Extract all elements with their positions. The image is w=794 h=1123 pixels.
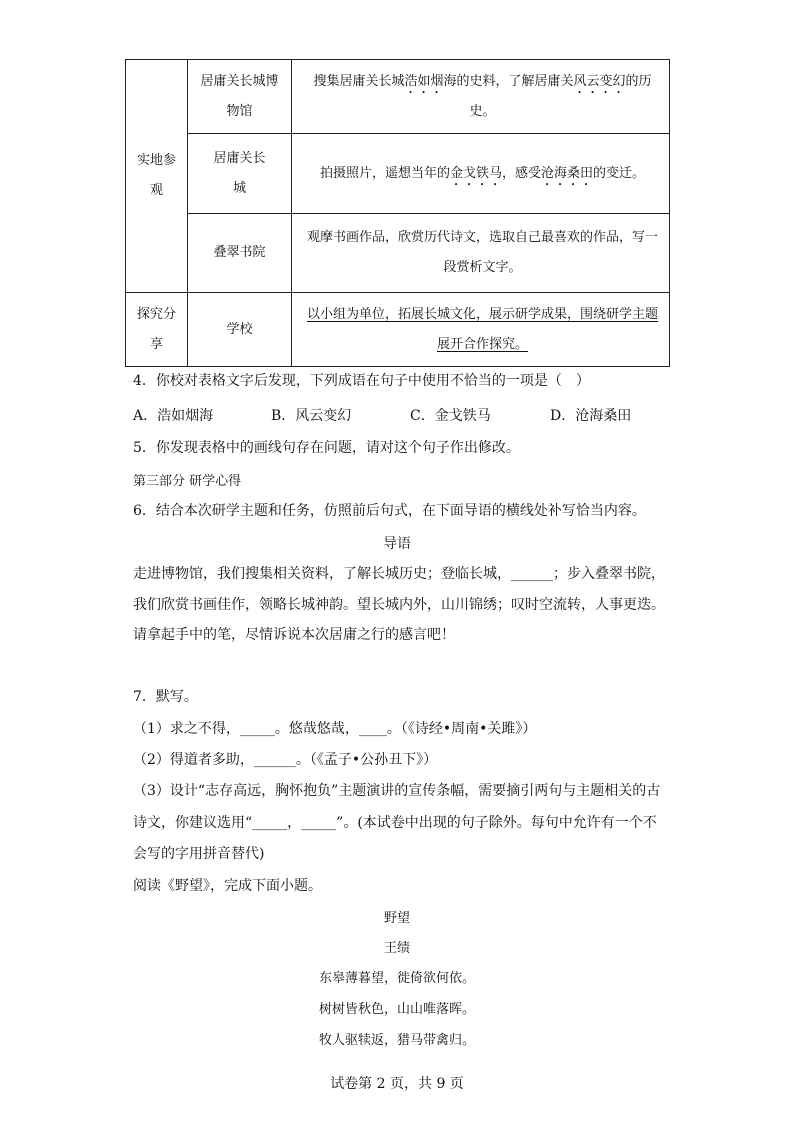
- q7-item-2: （2）得道者多助，______。（《孟子•公孙丑下》）: [133, 752, 438, 768]
- emphasized-idiom: 金戈铁马: [449, 165, 502, 181]
- task-cell: [292, 214, 670, 293]
- place-cell: 居庸关长城: [188, 134, 292, 214]
- q4-option-b: B．风云变幻: [271, 408, 352, 424]
- reading-prompt: 阅读《野望》，完成下面小题。: [133, 878, 322, 894]
- q4-stem: 4．你校对表格文字后发现，下列成语在句子中使用不恰当的一项是（ ）: [133, 373, 590, 389]
- poem-title: 野望: [383, 911, 410, 926]
- q5-stem: 5．你发现表格中的画线句存在问题，请对这个句子作出修改。: [133, 440, 520, 456]
- group-cell: 实地参观: [126, 60, 188, 293]
- table-row: [126, 60, 670, 134]
- table-row: [126, 293, 670, 367]
- q7-item-3: （3）设计“志存高远，胸怀抱负”主题演讲的宣传条幅，需要摘引两句与主题相关的古: [133, 783, 661, 799]
- research-plan-table: [125, 59, 670, 367]
- q7-item-1: （1）求之不得，_____。悠哉悠哉，____。（《诗经•周南•关雎》）: [133, 721, 537, 737]
- task-cell: [292, 134, 670, 214]
- poem-line: 牧人驱犊返，猎马带禽归。: [318, 1033, 475, 1048]
- q4-option-c: C．金戈铁马: [410, 408, 491, 424]
- q4-option-d: D．沧海桑田: [550, 408, 632, 424]
- q6-stem: 6．结合本次研学主题和任务，仿照前后句式，在下面导语的横线处补写恰当内容。: [133, 503, 646, 519]
- task-text: 的历史。: [469, 73, 652, 119]
- task-cell: [292, 60, 670, 134]
- section-heading: 第三部分 研学心得: [133, 474, 242, 489]
- q4-option-a: A．浩如烟海: [133, 408, 214, 424]
- task-text: 海的史料，了解居庸关: [443, 73, 574, 89]
- q7-item-3-end: 会写的字用拼音替代): [133, 846, 265, 862]
- place-cell: 居庸关长城博物馆: [188, 60, 292, 134]
- place-cell: 叠翠书院: [188, 214, 292, 293]
- page-footer: 试卷第 2 页，共 9 页: [330, 1076, 464, 1092]
- table-row: [126, 134, 670, 214]
- task-text: 观摩书画作品，欣赏历代诗文，选取自己最喜欢的作品，写一段赏析文字。: [306, 230, 658, 275]
- intro-text: 走进博物馆，我们搜集相关资料，了解长城历史；登临长城，______；步入叠翠书院，我们欣赏书画佳作，领略长城神韵。望长城内外，山川锦绣；叹时空流转，人事更迭。请拿起手中的笔，尽情诉说本次居庸之行的感言吧！: [133, 566, 665, 643]
- poem-author: 王绩: [383, 941, 410, 956]
- underlined-sentence: 以小组为单位，拓展长城文化，展示研学成果，围绕研学主题展开合作探究。: [306, 306, 658, 352]
- intro-title: 导语: [383, 536, 411, 552]
- emphasized-idiom: 浩如烟: [404, 73, 444, 89]
- task-text: 拍摄照片，遥想当年的: [319, 165, 450, 181]
- q7-item-3-cont: 诗文，你建议选用“_____，_____”。(本试卷中出现的句子除外。每句中允许有一个不: [133, 815, 657, 831]
- task-text: ，感受: [501, 165, 541, 181]
- task-text: 的变迁。: [593, 165, 646, 181]
- poem-line: 东皋薄暮望，徙倚欲何依。: [318, 971, 475, 986]
- emphasized-idiom: 沧海桑田: [541, 165, 594, 181]
- group-cell: 探究分享: [126, 293, 188, 367]
- place-cell: 学校: [188, 293, 292, 367]
- poem-line: 树树皆秋色，山山唯落晖。: [318, 1002, 475, 1017]
- table-row: [126, 214, 670, 293]
- emphasized-idiom: 风云变幻: [573, 73, 626, 89]
- q7-stem: 7．默写。: [133, 689, 198, 705]
- task-cell: [292, 293, 670, 367]
- task-text: 搜集居庸关长城: [313, 73, 405, 89]
